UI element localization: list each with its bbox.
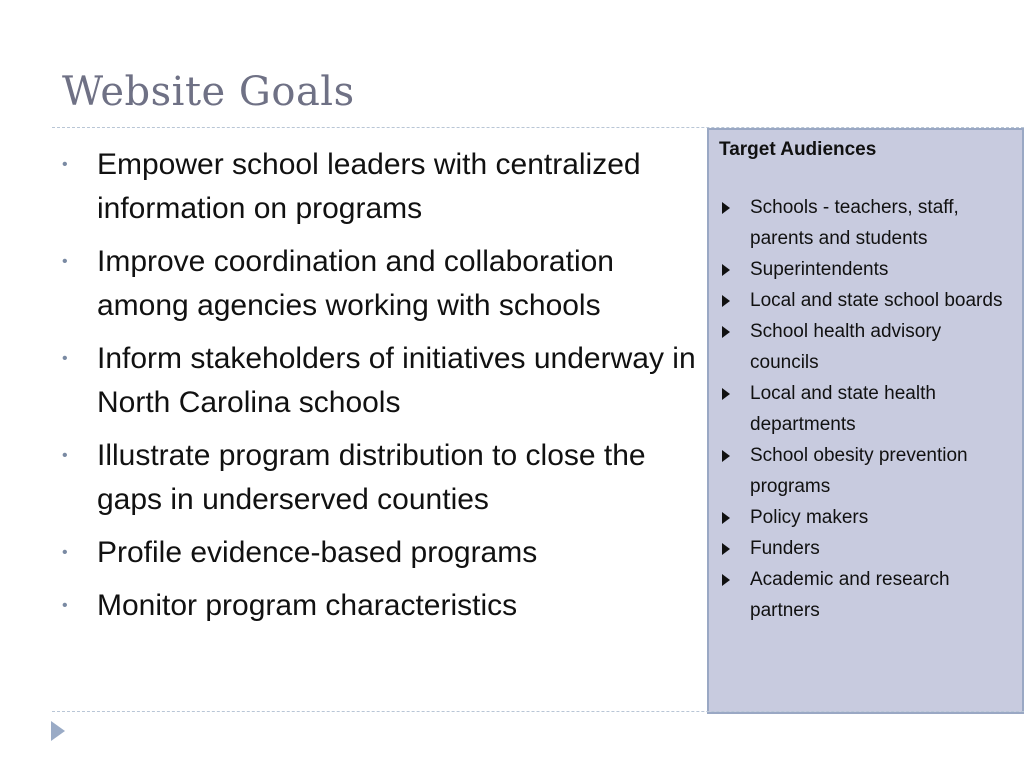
goal-text: Profile evidence-based programs [97, 536, 538, 569]
audience-item [719, 192, 1012, 254]
bullet-icon: • [62, 544, 68, 561]
goal-text: Empower school leaders with centralized information on programs [97, 148, 641, 225]
triangle-right-icon [722, 574, 730, 586]
triangle-right-icon [722, 264, 730, 276]
audience-item [719, 378, 1012, 440]
audience-item [719, 440, 1012, 502]
audience-text: School obesity prevention programs [750, 445, 968, 497]
bullet-icon: • [62, 156, 68, 173]
triangle-right-icon [722, 202, 730, 214]
audience-item [719, 533, 1012, 564]
bullet-icon: • [62, 597, 68, 614]
audience-text: Local and state school boards [750, 290, 1003, 311]
goal-item [60, 531, 705, 575]
target-audiences-heading: Target Audiences [719, 139, 877, 160]
goal-text: Improve coordination and collaboration among agencies working with schools [97, 245, 614, 322]
audience-text: Schools - teachers, staff, parents and students [750, 197, 959, 249]
target-audiences-panel [707, 128, 1024, 714]
triangle-right-icon [722, 388, 730, 400]
audience-text: Policy makers [750, 507, 869, 528]
footer-divider [52, 711, 1024, 712]
audience-item [719, 285, 1012, 316]
goal-text: Inform stakeholders of initiatives underway in North Carolina schools [97, 342, 696, 419]
audience-list [719, 192, 1012, 626]
triangle-right-icon [722, 543, 730, 555]
audience-text: Academic and research partners [750, 569, 950, 621]
bullet-icon: • [62, 350, 68, 367]
goal-item [60, 584, 705, 628]
audience-item [719, 502, 1012, 533]
audience-text: Local and state health departments [750, 383, 936, 435]
goal-text: Monitor program characteristics [97, 589, 518, 622]
triangle-right-icon [722, 450, 730, 462]
audience-text: Funders [750, 538, 820, 559]
audience-item [719, 316, 1012, 378]
audience-item [719, 564, 1012, 626]
bullet-icon: • [62, 253, 68, 270]
triangle-right-icon [722, 295, 730, 307]
triangle-right-icon [722, 326, 730, 338]
slide-title: Website Goals [62, 69, 355, 115]
bullet-icon: • [62, 447, 68, 464]
audience-text: School health advisory councils [750, 321, 942, 373]
goal-item [60, 143, 705, 231]
goal-item [60, 240, 705, 328]
audience-text: Superintendents [750, 259, 889, 280]
play-arrow-icon[interactable] [51, 721, 65, 741]
goal-item [60, 434, 705, 522]
triangle-right-icon [722, 512, 730, 524]
audience-item [719, 254, 1012, 285]
goals-list [60, 143, 705, 637]
goal-item [60, 337, 705, 425]
goal-text: Illustrate program distribution to close the gaps in underserved counties [97, 439, 646, 516]
